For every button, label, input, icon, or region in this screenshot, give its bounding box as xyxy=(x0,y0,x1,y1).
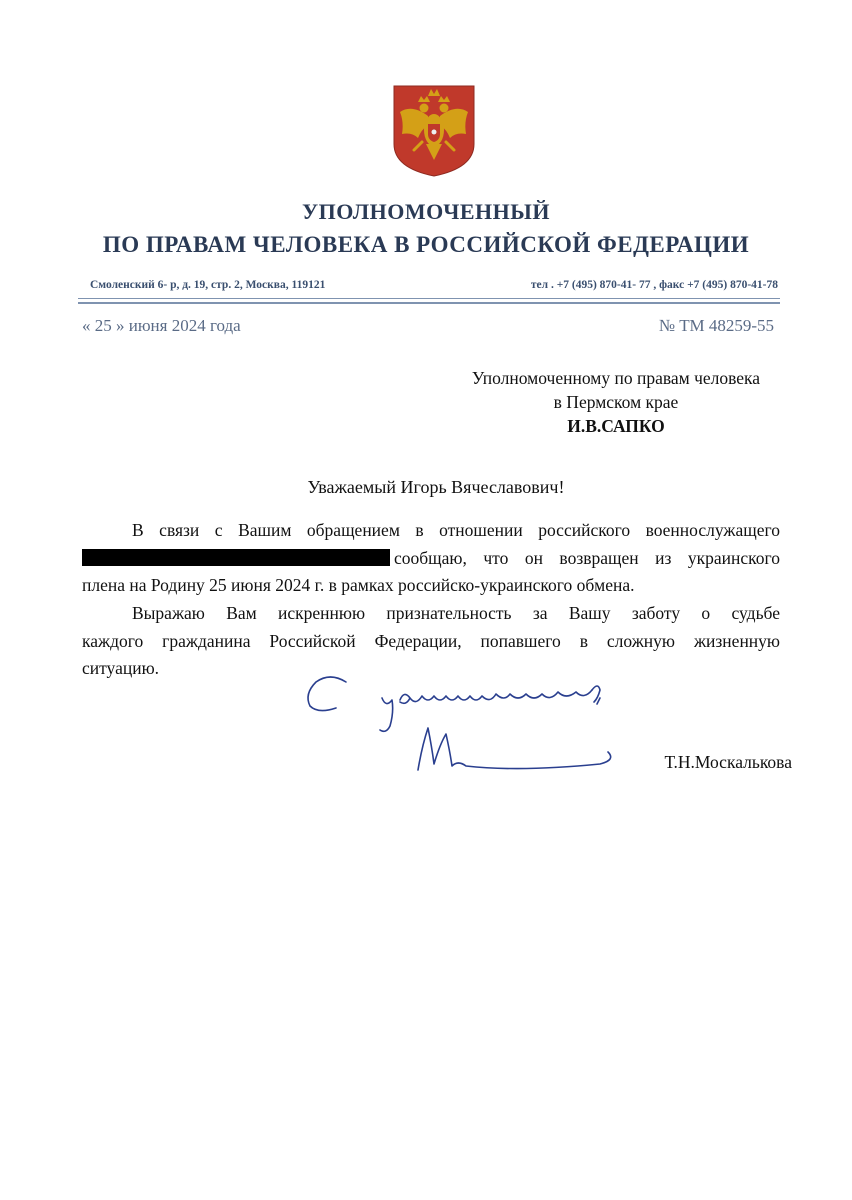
redaction-bar xyxy=(82,549,390,566)
letterhead-phones: тел . +7 (495) 870-41- 77 , факс +7 (495) 870-41-78 xyxy=(530,279,778,291)
salutation: Уважаемый Игорь Вячеславович! xyxy=(307,477,565,497)
letterhead-address: Смоленский 6- р, д. 19, стр. 2, Москва, 119121 xyxy=(90,279,326,291)
letterhead-divider xyxy=(78,298,780,299)
addressee-position: Уполномоченному по правам человека xyxy=(471,368,761,388)
coat-of-arms-icon xyxy=(388,82,480,178)
letter-reference-number: № ТМ 48259-55 xyxy=(658,316,774,335)
letterhead-title-line-2: ПО ПРАВАМ ЧЕЛОВЕКА В РОССИЙСКОЙ ФЕДЕРАЦИИ xyxy=(102,232,750,257)
letterhead-divider-thick xyxy=(78,302,780,304)
paragraph-2-line-3: ситуацию. xyxy=(82,658,160,678)
signer-name: Т.Н.Москалькова xyxy=(664,752,792,772)
paragraph-2-line-2: каждого гражданина Российской Федерации, попавшего в сложную жизненную xyxy=(82,630,780,651)
paragraph-2-line-1: Выражаю Вам искреннюю признательность за Вашу заботу о судьбе xyxy=(132,603,780,623)
addressee-region: в Пермском крае xyxy=(553,392,679,412)
handwritten-signature xyxy=(300,668,630,788)
paragraph-1-line-3: плена на Родину 25 июня 2024 г. в рамках российско-украинского обмена. xyxy=(82,575,635,595)
paragraph-1-line-2: сообщаю, что он возвращен из украинского xyxy=(82,545,780,573)
paragraph-1-line-1: В связи с Вашим обращением в отношении российского военнослужащего xyxy=(132,520,780,540)
letter-date: « 25 » июня 2024 года xyxy=(82,316,241,335)
addressee-name: И.В.САПКО xyxy=(567,416,665,436)
paragraph-1 xyxy=(82,517,780,600)
letterhead-title-line-1: УПОЛНОМОЧЕННЫЙ xyxy=(302,199,550,224)
